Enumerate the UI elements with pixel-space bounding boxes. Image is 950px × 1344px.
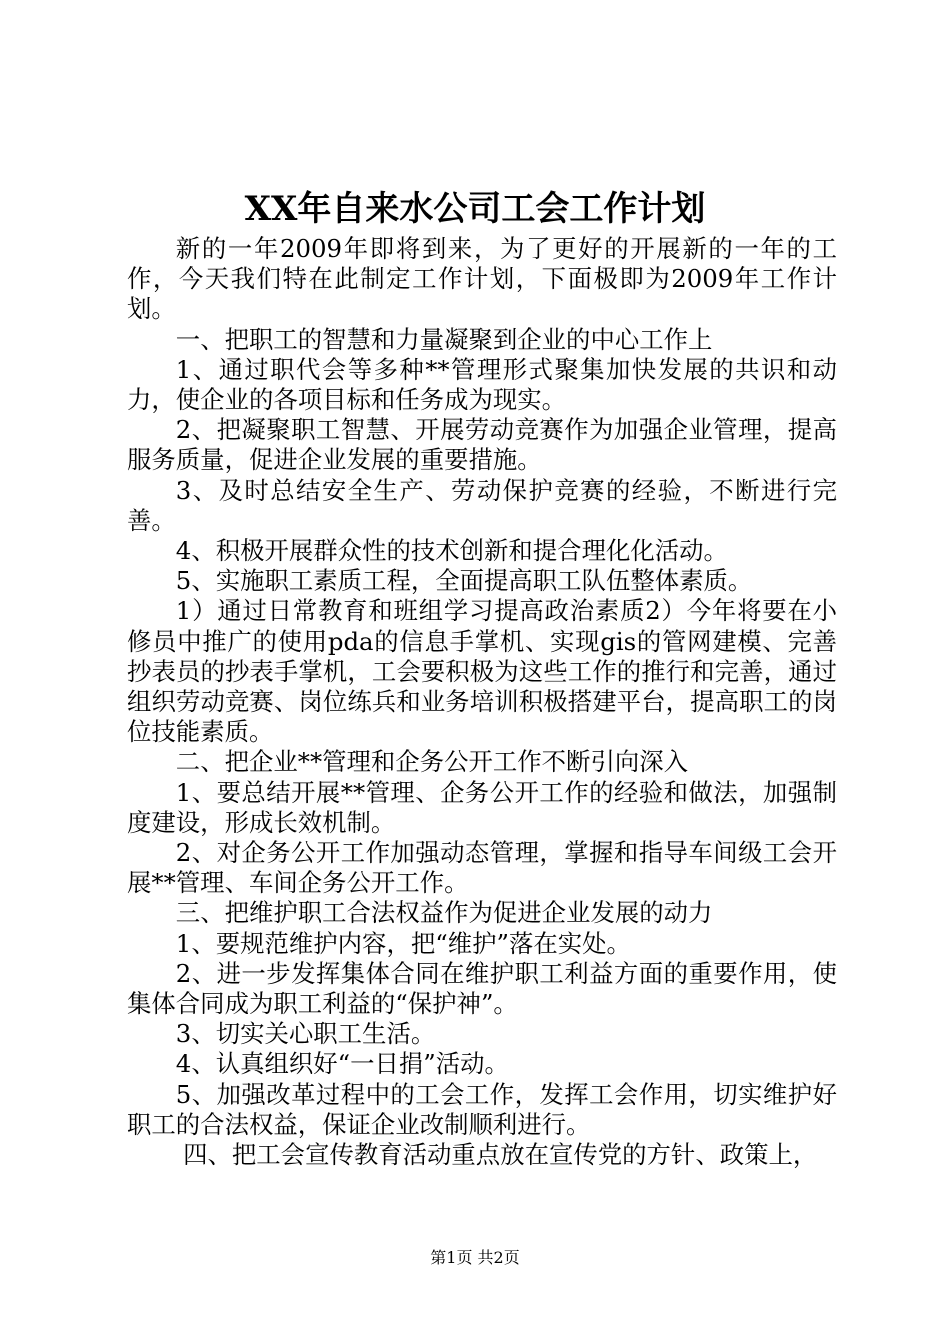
intro-paragraph: 新的一年2009年即将到来，为了更好的开展新的一年的工作，今天我们特在此制定工作计划，下面极即为2009年工作计划。 <box>127 234 837 324</box>
sub-list-paragraph: 1）通过日常教育和班组学习提高政治素质2）今年将要在小修员中推广的使用pda的信息手掌机、实现gis的管网建模、完善抄表员的抄表手掌机，工会要积极为这些工作的推行和完善，通过组织劳动竞赛、岗位练兵和业务培训积极搭建平台，提高职工的岗位技能素质。 <box>127 596 837 747</box>
section-heading-3: 三、把维护职工合法权益作为促进企业发展的动力 <box>175 898 713 928</box>
document-title: XX年自来水公司工会工作计划 <box>244 189 706 229</box>
list-item: 1、要规范维护内容，把“维护”落在实处。 <box>175 928 631 958</box>
list-item: 4、积极开展群众性的技术创新和提合理化化活动。 <box>175 536 728 566</box>
section-heading-4: 四、把工会宣传教育活动重点放在宣传党的方针、政策上， <box>183 1140 818 1170</box>
list-item: 1、通过职代会等多种**管理形式聚集加快发展的共识和动力，使企业的各项目标和任务成为现实。 <box>127 354 837 415</box>
list-item: 2、对企务公开工作加强动态管理，掌握和指导车间级工会开展**管理、车间企务公开工作。 <box>127 838 837 898</box>
list-item: 5、实施职工素质工程，全面提高职工队伍整体素质。 <box>175 566 753 596</box>
list-item: 5、加强改革过程中的工会工作，发挥工会作用，切实维护好职工的合法权益，保证企业改制顺利进行。 <box>127 1079 837 1139</box>
document-body <box>127 234 837 1170</box>
page-footer: 第1页 共2页 <box>430 1248 520 1267</box>
list-item: 2、把凝聚职工智慧、开展劳动竞赛作为加强企业管理，提高服务质量，促进企业发展的重要措施。 <box>127 415 837 475</box>
list-item: 3、切实关心职工生活。 <box>175 1019 436 1049</box>
section-heading-2: 二、把企业**管理和企务公开工作不断引向深入 <box>175 747 689 777</box>
list-item: 1、要总结开展**管理、企务公开工作的经验和做法，加强制度建设，形成长效机制。 <box>127 777 837 837</box>
section-heading-1: 一、把职工的智慧和力量凝聚到企业的中心工作上 <box>175 324 713 354</box>
list-item: 4、认真组织好“一日捐”活动。 <box>175 1049 509 1079</box>
list-item: 2、进一步发挥集体合同在维护职工利益方面的重要作用，使集体合同成为职工利益的“保护神”。 <box>127 958 837 1019</box>
list-item: 3、及时总结安全生产、劳动保护竞赛的经验，不断进行完善。 <box>127 475 837 535</box>
